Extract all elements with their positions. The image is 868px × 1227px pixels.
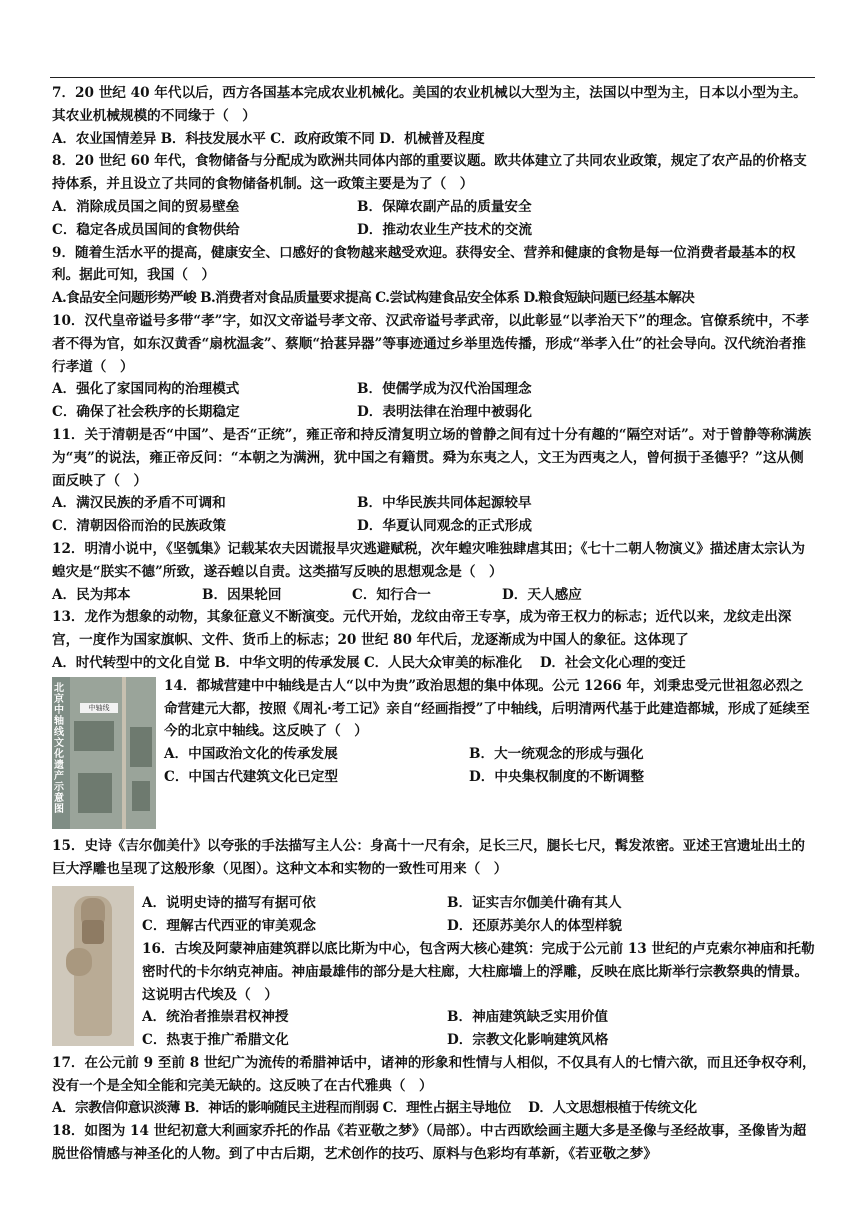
option-a: A．民为邦本	[52, 586, 131, 603]
question-8-options	[52, 196, 816, 242]
question-7-text: 7．20 世纪 40 年代以后，西方各国基本完成农业机械化。美国的农业机械以大型为主，法国以中型为主，日本以小型为主。其农业机械规模的不同缘于（ ）	[52, 85, 807, 124]
option-b: B．使儒学成为汉代治国理念	[357, 381, 532, 398]
question-14-text: 14．都城营建中中轴线是古人“以中为贵”政治思想的集中体现。公元 1266 年，刘秉忠受元世祖忽必烈之命营建元大都，按照《周礼·考工记》亲自“经画指授”了中轴线，后明清两代基于此建造都城，形成了延续至今的北京中轴线。这反映了（ ）	[164, 677, 810, 740]
question-8-text: 8．20 世纪 60 年代，食物储备与分配成为欧洲共同体内部的重要议题。欧共体建立了共同农业政策，规定了农产品的价格支持体系，并且设立了共同的食物储备机制。这一政策主要是为了（ ）	[52, 153, 807, 193]
option-b: B．大一统观念的形成与强化	[469, 746, 644, 763]
option-c: C．稳定各成员国间的食物供给	[52, 221, 240, 238]
question-17-text: 17．在公元前 9 至前 8 世纪广为流传的希腊神话中，诸神的形象和性情与人相似，不仅具有人的七情六欲，而且还争权夺利，没有一个是全知全能和完美无缺的。这反映了在古代雅典（ ）	[52, 1054, 816, 1094]
option-b: B．因果轮回	[202, 586, 282, 603]
option-a: A．说明史诗的描写有据可依	[142, 895, 316, 912]
question-16-options	[142, 1006, 816, 1052]
question-11-options	[52, 492, 816, 538]
question-12-options	[52, 584, 816, 607]
map-tag: 中轴线	[80, 703, 118, 713]
gilgamesh-relief-image	[52, 880, 134, 1046]
option-b: B．证实吉尔伽美什确有其人	[447, 895, 622, 912]
question-13-text: 13．龙作为想象的动物，其象征意义不断演变。元代开始，龙纹由帝王专享，成为帝王权力的标志；近代以来，龙纹走出深宫，一度作为国家旗帜、文件、货币上的标志；20 世纪 80 年代后，龙逐渐成为中国人的象征。这体现了	[52, 609, 792, 649]
question-10-options	[52, 378, 816, 424]
question-18-text: 18．如图为 14 世纪初意大利画家乔托的作品《若亚敬之梦》（局部）。中古西欧绘画主题大多是圣像与圣经故事，圣像皆为超脱世俗情感与神圣化的人物。到了中古后期，艺术创作的技巧、原料与色彩均有革新，《若亚敬之梦》	[52, 1123, 807, 1163]
option-c: C．热衷于推广希腊文化	[142, 1032, 289, 1049]
option-a: A．统治者推崇君权神授	[142, 1009, 289, 1026]
option-a: A．消除成员国之间的贸易壁垒	[52, 198, 240, 215]
option-d: D．华夏认同观念的正式形成	[357, 518, 532, 535]
question-15-16-content	[134, 880, 816, 1052]
option-d: D．宗教文化影响建筑风格	[447, 1032, 609, 1049]
question-17-options: A．宗教信仰意识淡薄 B．神话的影响随民主进程而削弱 C．理性占据主导地位 D．人文思想根植于传统文化	[52, 1100, 697, 1117]
question-15-16-block	[52, 880, 816, 1052]
question-9-text: 9．随着生活水平的提高，健康安全、口感好的食物越来越受欢迎。获得安全、营养和健康的食物是每一位消费者最基本的权利。据此可知，我国（ ）	[52, 244, 796, 284]
question-15-text: 15．史诗《吉尔伽美什》以夸张的手法描写主人公：身高十一尺有余，足长三尺，腿长七尺，髯发浓密。亚述王宫遗址出土的巨大浮雕也呈现了这般形象（见图）。这种文本和实物的一致性可用来（ ）	[52, 837, 805, 877]
option-b: B．保障农副产品的质量安全	[357, 198, 532, 215]
option-d: D．还原苏美尔人的体型样貌	[447, 918, 622, 935]
option-b: B．中华民族共同体起源较早	[357, 495, 532, 512]
questions-area	[52, 82, 816, 1166]
map-caption: 北京中轴线文化遗产示意图	[54, 682, 64, 815]
option-a: A．中国政治文化的传承发展	[164, 746, 338, 763]
option-c: C．知行合一	[352, 586, 431, 603]
header-rule	[50, 77, 815, 78]
question-14-content	[156, 675, 816, 789]
question-12-text: 12．明清小说中，《坚瓠集》记载某农夫因谎报旱灾逃避赋税，次年蝗灾唯独肆虐其田；《七十二朝人物演义》描述唐太宗认为蝗灾是“朕实不德”所致，遂吞蝗以自责。这类描写反映的思想观念是（ ）	[52, 540, 805, 580]
option-a: A．满汉民族的矛盾不可调和	[52, 495, 226, 512]
option-a: A．强化了家国同构的治理模式	[52, 381, 240, 398]
question-14-options	[164, 743, 816, 789]
question-10-text: 10．汉代皇帝谥号多带“孝”字，如汉文帝谥号孝文帝、汉武帝谥号孝武帝，以此彰显“以孝治天下”的理念。官僚系统中，不孝者不得为官，如东汉黄香“扇枕温衾”、蔡顺“拾葚异器”等事迹通过乡举里选传播，形成“举孝入仕”的社会导向。汉代统治者推行孝道（ ）	[52, 312, 810, 375]
option-d: D．推动农业生产技术的交流	[357, 221, 532, 238]
option-c: C．中国古代建筑文化已定型	[164, 768, 338, 785]
option-d: D．中央集权制度的不断调整	[469, 768, 644, 785]
question-7-options: A．农业国情差异 B．科技发展水平 C．政府政策不同 D．机械普及程度	[52, 130, 485, 147]
question-9-options: A.食品安全问题形势严峻 B.消费者对食品质量要求提高 C.尝试构建食品安全体系 D.粮食短缺问题已经基本解决	[52, 290, 695, 307]
option-c: C．清朝因俗而治的民族政策	[52, 518, 226, 535]
option-c: C．理解古代西亚的审美观念	[142, 918, 316, 935]
question-16-text: 16．古埃及阿蒙神庙建筑群以底比斯为中心，包含两大核心建筑：完成于公元前 13 世纪的卢克索尔神庙和托勒密时代的卡尔纳克神庙。神庙最雄伟的部分是大柱廊，大柱廊墙上的浮雕，反映在底比斯举行宗教祭典的情景。这说明古代埃及（ ）	[142, 940, 815, 1003]
beijing-axis-map-image	[52, 675, 156, 829]
option-b: B．神庙建筑缺乏实用价值	[447, 1009, 609, 1026]
option-d: D．天人感应	[502, 586, 582, 603]
question-14-block	[52, 675, 816, 829]
option-d: D．表明法律在治理中被弱化	[357, 404, 532, 421]
option-c: C．确保了社会秩序的长期稳定	[52, 404, 240, 421]
question-11-text: 11．关于清朝是否“中国”、是否“正统”，雍正帝和持反清复明立场的曾静之间有过十分有趣的“隔空对话”。对于曾静等称满族为“夷”的说法，雍正帝反问：“本朝之为满洲，犹中国之有籍贯。舜为东夷之人，文王为西夷之人，曾何损于圣德乎？”这从侧面反映了（ ）	[52, 426, 812, 489]
question-15-options	[142, 892, 816, 938]
question-13-options: A．时代转型中的文化自觉 B．中华文明的传承发展 C．人民大众审美的标准化 D．社会文化心理的变迁	[52, 654, 686, 671]
